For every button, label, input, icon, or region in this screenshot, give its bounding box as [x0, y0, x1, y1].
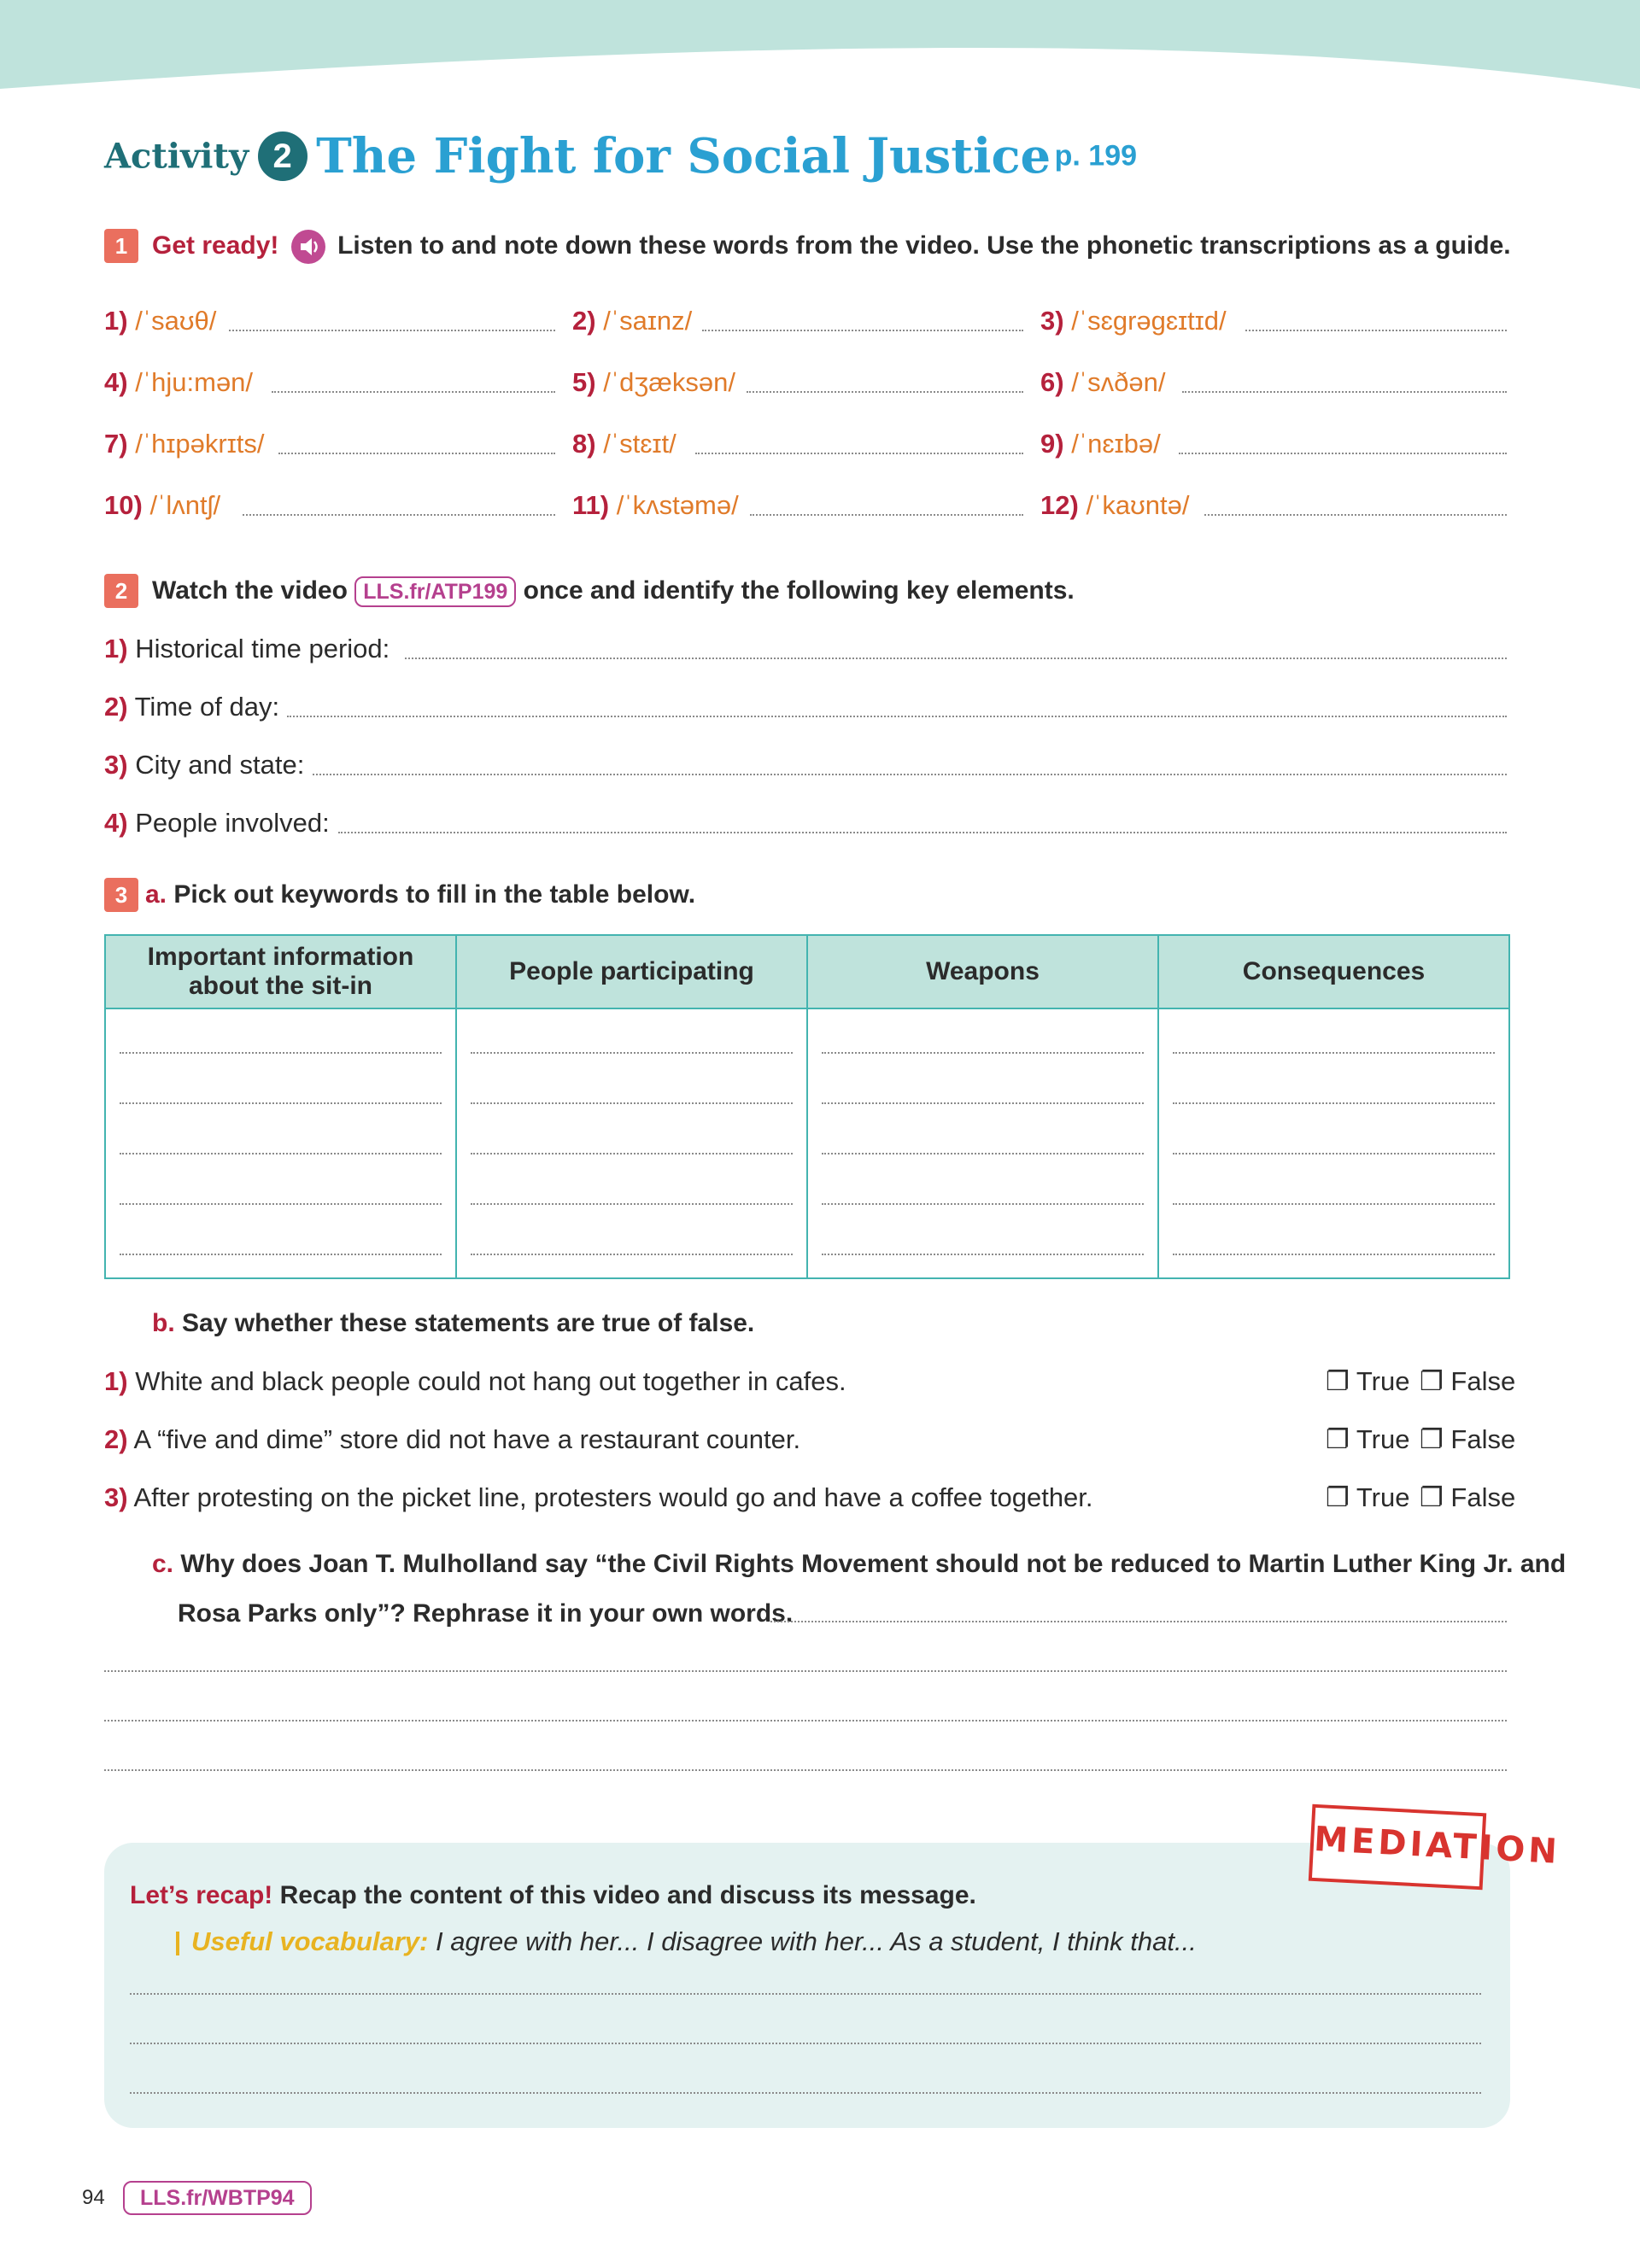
- answer-line[interactable]: [229, 330, 555, 331]
- vocab-line: [176, 1925, 1197, 1959]
- ipa-word: /ˈhɪpəkrɪts/: [135, 429, 265, 459]
- phonetic-item: [104, 304, 216, 338]
- item-number: 1): [104, 306, 128, 336]
- task-1-text: Listen to and note down these words from the video. Use the phonetic transcriptions as a guide.: [337, 231, 1511, 260]
- false-checkbox[interactable]: ❐ False: [1420, 1482, 1516, 1512]
- ipa-word: /ˈsɛgrəgɛɪtɪd/: [1071, 306, 1227, 336]
- task-3c-line-1: Why does Joan T. Mulholland say “the Civil Rights Movement should not be reduced to Martin Luther King Jr. and: [180, 1550, 1567, 1578]
- item-number: 5): [572, 367, 596, 397]
- phonetic-item: [1040, 488, 1189, 523]
- phonetic-item: [1040, 427, 1161, 461]
- phonetic-item: [104, 365, 253, 400]
- task-2-text-before: Watch the video: [152, 576, 348, 605]
- item-number: 1): [104, 634, 128, 663]
- answer-line[interactable]: [104, 1670, 1507, 1672]
- phonetic-item: [572, 427, 676, 461]
- item-number: 4): [104, 808, 128, 838]
- question-text: Time of day:: [134, 692, 280, 722]
- item-number: 11): [572, 490, 610, 520]
- answer-line[interactable]: [405, 658, 1507, 659]
- footer-link[interactable]: LLS.fr/WBTP94: [123, 2181, 312, 2215]
- vocab-label: Useful vocabulary:: [191, 1926, 429, 1956]
- answer-line[interactable]: [338, 832, 1507, 833]
- video-link[interactable]: LLS.fr/ATP199: [354, 576, 516, 607]
- question-text: Historical time period:: [135, 634, 390, 663]
- answer-line[interactable]: [702, 330, 1023, 331]
- false-checkbox[interactable]: ❐ False: [1420, 1424, 1516, 1454]
- answer-line[interactable]: [104, 1769, 1507, 1771]
- ipa-word: /ˈnɛɪbə/: [1071, 429, 1161, 459]
- task-2-text-after: once and identify the following key elements.: [523, 576, 1075, 605]
- item-number: 3): [104, 750, 128, 780]
- statement-item: [104, 1481, 1093, 1515]
- task-3c-label: c.: [152, 1550, 174, 1578]
- item-number: 10): [104, 490, 143, 520]
- table-cell[interactable]: [456, 1008, 807, 1278]
- ipa-word: /ˈdʒæksən/: [603, 367, 735, 397]
- page-reference: p. 199: [1054, 139, 1138, 172]
- ipa-word: /ˈsaɪnz/: [603, 306, 693, 336]
- answer-line[interactable]: [770, 1621, 1507, 1622]
- statement-item: [104, 1365, 846, 1399]
- answer-line[interactable]: [243, 514, 555, 516]
- phonetic-item: [572, 365, 735, 400]
- task-3-badge: 3: [104, 878, 138, 912]
- statement-text: A “five and dime” store did not have a restaurant counter.: [133, 1424, 801, 1454]
- ipa-word: /ˈlʌntʃ/: [149, 490, 221, 520]
- item-number: 3): [1040, 306, 1064, 336]
- column-header: Important information about the sit-in: [105, 935, 456, 1008]
- column-header: Consequences: [1158, 935, 1509, 1008]
- true-checkbox[interactable]: ❐ True: [1326, 1424, 1410, 1454]
- statement-text: White and black people could not hang out together in cafes.: [135, 1366, 846, 1396]
- answer-line[interactable]: [272, 391, 555, 393]
- task-3b-instruction: [152, 1306, 754, 1341]
- question-item: [104, 748, 304, 782]
- statement-item: [104, 1423, 800, 1457]
- activity-number-badge: 2: [258, 132, 308, 181]
- item-number: 8): [572, 429, 596, 459]
- vocab-bar: [176, 1932, 179, 1955]
- task-1-badge: 1: [104, 229, 138, 263]
- task-1-instruction: [152, 229, 1511, 264]
- item-number: 6): [1040, 367, 1064, 397]
- item-number: 12): [1040, 490, 1079, 520]
- task-3a-label: a.: [145, 880, 167, 909]
- question-item: [104, 806, 330, 840]
- answer-line[interactable]: [278, 453, 555, 454]
- question-text: City and state:: [135, 750, 305, 780]
- page-title: The Fight for Social Justice: [316, 128, 1051, 184]
- question-item: [104, 690, 279, 724]
- task-2-instruction: [152, 574, 1075, 608]
- answer-line[interactable]: [130, 2092, 1481, 2094]
- recap-instruction: [130, 1879, 976, 1913]
- ipa-word: /ˈsʌðən/: [1071, 367, 1166, 397]
- item-number: 2): [104, 1424, 128, 1454]
- answer-line[interactable]: [1204, 514, 1507, 516]
- phonetic-item: [104, 488, 220, 523]
- speaker-icon[interactable]: [291, 230, 325, 264]
- answer-line[interactable]: [130, 1993, 1481, 1995]
- task-3c-instruction: [152, 1547, 1566, 1581]
- task-3a-text: Pick out keywords to fill in the table below.: [173, 880, 696, 909]
- vocab-text: I agree with her... I disagree with her... As a student, I think that...: [436, 1926, 1197, 1956]
- ipa-word: /ˈhju:mən/: [135, 367, 254, 397]
- answer-line[interactable]: [130, 2043, 1481, 2044]
- true-checkbox[interactable]: ❐ True: [1326, 1366, 1410, 1396]
- column-header: Weapons: [807, 935, 1158, 1008]
- page-number: 94: [82, 2186, 105, 2209]
- question-item: [104, 632, 390, 666]
- ipa-word: /ˈstɛɪt/: [603, 429, 676, 459]
- answer-line[interactable]: [1179, 453, 1507, 454]
- table-row: [105, 1008, 1509, 1278]
- table-cell[interactable]: [807, 1008, 1158, 1278]
- task-3b-label: b.: [152, 1309, 175, 1337]
- item-number: 9): [1040, 429, 1064, 459]
- answer-line[interactable]: [313, 774, 1507, 775]
- answer-line[interactable]: [750, 514, 1023, 516]
- column-header: People participating: [456, 935, 807, 1008]
- statement-text: After protesting on the picket line, protesters would go and have a coffee together.: [133, 1482, 1093, 1512]
- task-3b-text: Say whether these statements are true of false.: [182, 1309, 755, 1337]
- ipa-word: /ˈkaʊntə/: [1086, 490, 1190, 520]
- phonetic-item: [1040, 365, 1165, 400]
- item-number: 2): [104, 692, 128, 722]
- true-checkbox[interactable]: ❐ True: [1326, 1482, 1410, 1512]
- item-number: 2): [572, 306, 596, 336]
- item-number: 3): [104, 1482, 128, 1512]
- phonetic-item: [1040, 304, 1227, 338]
- table-cell[interactable]: [1158, 1008, 1509, 1278]
- phonetic-item: [104, 427, 264, 461]
- question-text: People involved:: [135, 808, 330, 838]
- answer-line[interactable]: [747, 391, 1023, 393]
- task-3c-instruction-cont: Rosa Parks only”? Rephrase it in your own words.: [178, 1599, 794, 1628]
- recap-text: Recap the content of this video and discuss its message.: [279, 1881, 976, 1909]
- recap-lead: Let’s recap!: [130, 1881, 273, 1909]
- answer-line[interactable]: [1182, 391, 1507, 393]
- answer-line[interactable]: [1245, 330, 1507, 331]
- ipa-word: /ˈkʌstəmə/: [616, 490, 739, 520]
- phonetic-item: [572, 488, 739, 523]
- false-checkbox[interactable]: ❐ False: [1420, 1366, 1516, 1396]
- task-2-badge: 2: [104, 574, 138, 608]
- table-cell[interactable]: [105, 1008, 456, 1278]
- activity-heading: [104, 128, 1137, 188]
- activity-label: Activity: [104, 136, 249, 177]
- answer-line[interactable]: [287, 716, 1507, 717]
- task-1-lead: Get ready!: [152, 231, 279, 260]
- table-header-row: [105, 935, 1509, 1008]
- keywords-table: [104, 934, 1510, 1279]
- item-number: 7): [104, 429, 128, 459]
- item-number: 1): [104, 1366, 128, 1396]
- header-wave: [0, 0, 1640, 94]
- answer-line[interactable]: [104, 1720, 1507, 1721]
- ipa-word: /ˈsaʊθ/: [135, 306, 217, 336]
- mediation-badge: MEDIATION: [1309, 1804, 1486, 1891]
- task-3a-instruction: [145, 878, 695, 912]
- answer-line[interactable]: [695, 453, 1023, 454]
- item-number: 4): [104, 367, 128, 397]
- phonetic-item: [572, 304, 692, 338]
